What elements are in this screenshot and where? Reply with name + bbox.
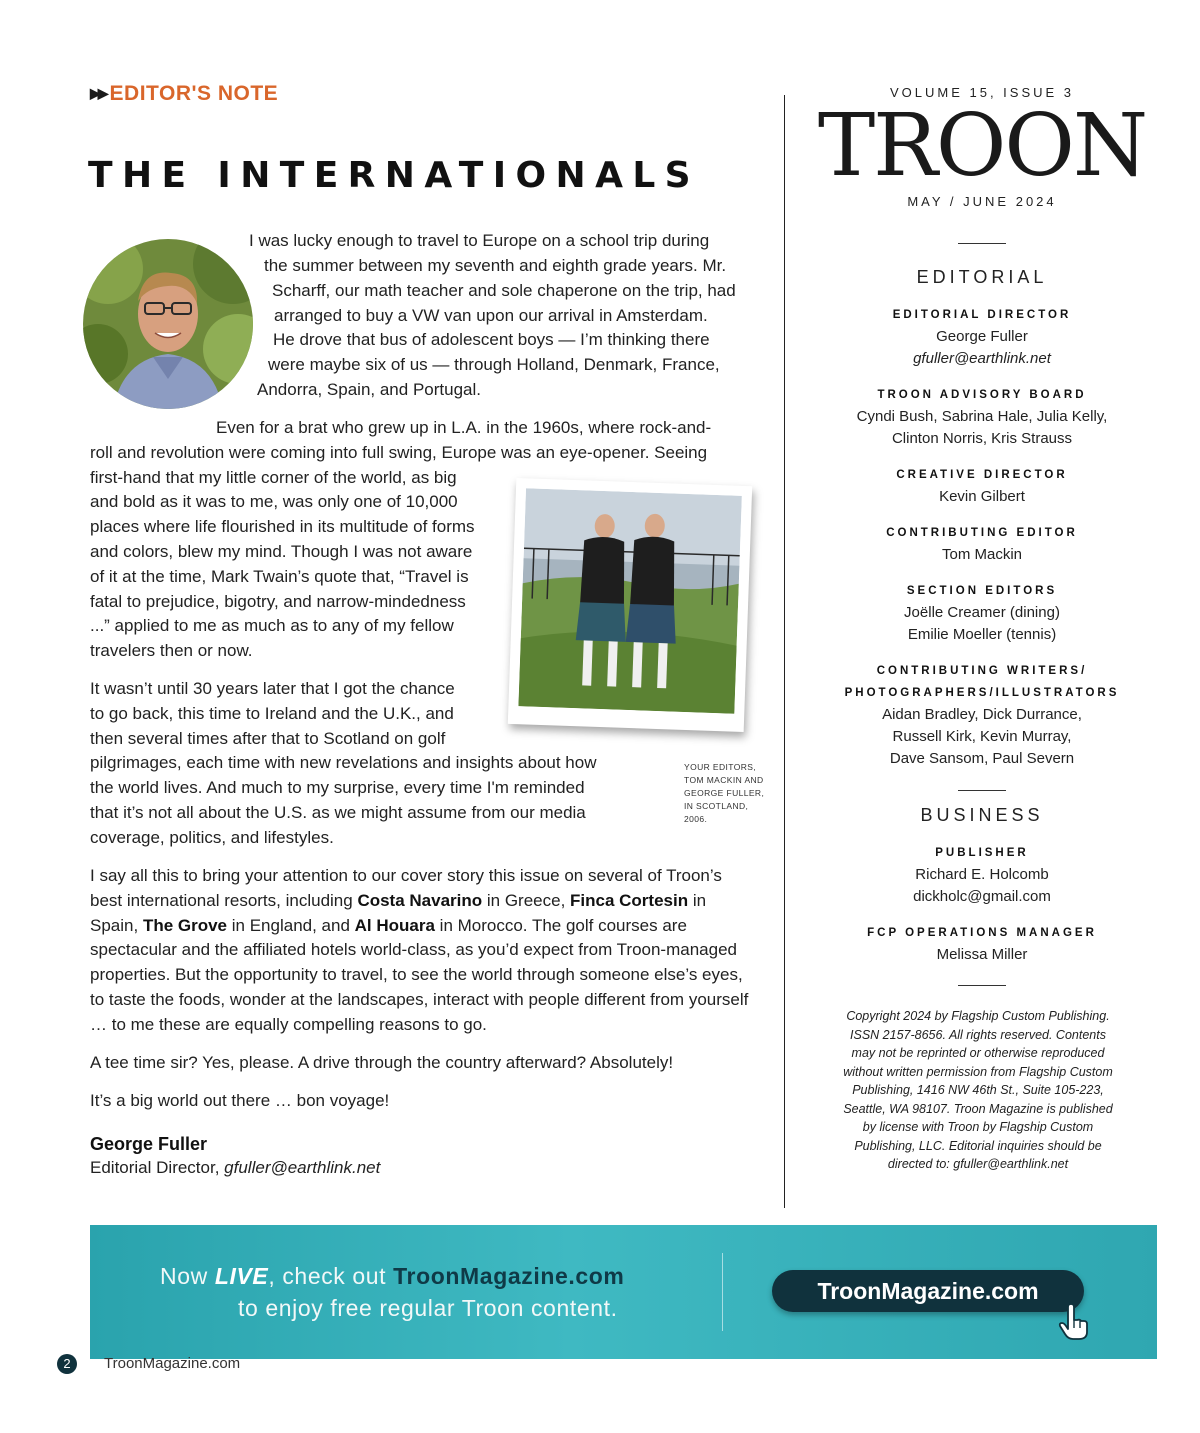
divider [958,985,1006,986]
volume-issue: VOLUME 15, ISSUE 3 [889,85,1075,100]
banner-divider [722,1253,723,1331]
body-line: and bold as it was to me, was only one of 10,000 [90,492,458,511]
body-line: roll and revolution were coming into full swing, Europe was an eye-opener. Seeing [90,443,708,462]
signature-name: George Fuller [90,1134,208,1154]
staff-name: Russell Kirk, Kevin Murray, [892,728,1072,745]
editors-photo [508,478,752,732]
body-line: It wasn’t until 30 years later that I got the chance [90,679,455,698]
body-line: to go back, this time to Ireland and the U.K., and [90,704,454,723]
role-label: PUBLISHER [935,847,1029,859]
footer-website[interactable]: TroonMagazine.com [104,1355,241,1372]
staff-name: George Fuller [936,328,1028,345]
role-label: CREATIVE DIRECTOR [896,469,1068,481]
divider [958,790,1006,791]
staff-name: Cyndi Bush, Sabrina Hale, Julia Kelly, [856,408,1108,425]
business-heading: BUSINESS [920,805,1044,825]
staff-name: Aidan Bradley, Dick Durrance, [882,706,1082,723]
body-line: places where life flourished in its multitude of forms [90,517,475,536]
author-portrait [83,239,253,409]
editorial-heading: EDITORIAL [916,267,1048,287]
body-line: the summer between my seventh and eighth grade years. Mr. [264,256,727,275]
pointer-hand-icon [1058,1303,1092,1341]
role-label: CONTRIBUTING EDITOR [886,527,1078,539]
body-line: first-hand that my little corner of the world, as big [90,468,457,487]
staff-name: Joëlle Creamer (dining) [904,604,1060,621]
role-label: PHOTOGRAPHERS/ILLUSTRATORS [844,687,1120,699]
issue-date: MAY / JUNE 2024 [907,194,1057,209]
body-line: I was lucky enough to travel to Europe on a school trip during [249,231,710,250]
staff-email[interactable]: dickholc@gmail.com [913,888,1051,905]
section-kicker: ▶▶ EDITOR'S NOTE [90,82,279,105]
role-label: TROON ADVISORY BOARD [877,389,1087,401]
column-divider [784,95,785,1208]
body-line: of it at the time, Mark Twain’s quote that, “Travel is [90,567,469,586]
body-line: pilgrimages, each time with new revelations and insights about how [90,753,597,772]
body-line: that it’s not all about the U.S. as we might assume from our media [90,803,586,822]
body-paragraph: It’s a big world out there … bon voyage! [90,1091,390,1110]
double-arrow-icon: ▶▶ [90,85,106,101]
body-paragraph: I say all this to bring your attention to our cover story this issue on several of Troon’s best international resorts, including Costa Navarino in Greece, Finca Cortesin in Spain, The Grove in England, and Al Houara in Morocco. The golf courses are spectacular and the affiliated hotels world-class, as you’d expect from Troon-managed properties. But the opportunity to travel, to see the world through someone else’s eyes, to taste the foods, wonder at the landscapes, interact with people different from yourself … to me these are equally compelling reasons to go. [90,866,749,1034]
article-headline: THE INTERNATIONALS [88,155,701,196]
role-label: SECTION EDITORS [906,585,1058,597]
staff-name: Melissa Miller [936,946,1028,963]
signature-title: Editorial Director, gfuller@earthlink.net [90,1158,381,1177]
staff-name: Emilie Moeller (tennis) [907,626,1057,643]
body-line: He drove that bus of adolescent boys — I’m thinking there [273,330,710,349]
body-line: then several times after that to Scotland on golf [90,729,446,748]
body-line: coverage, politics, and lifestyles. [90,828,334,847]
body-line: fatal to prejudice, bigotry, and narrow-mindedness [90,592,466,611]
divider [958,243,1006,244]
role-label: FCP OPERATIONS MANAGER [867,927,1097,939]
copyright-notice: Copyright 2024 by Flagship Custom Publishing. ISSN 2157-8656. All rights reserved. Contents may not be reprinted or otherwise reproduced without written permission from Flagship Custom Publishing, 1416 NW 46th St., Suite 105-223, Seattle, WA 98107. Troon Magazine is published by license with Troon by Flagship Custom Publishing, LLC. Editorial inquiries should be directed to: gfuller@earthlink.net [843,1009,1113,1171]
staff-name: Tom Mackin [941,546,1023,563]
staff-name: Richard E. Holcomb [915,866,1049,883]
body-line: were maybe six of us — through Holland, Denmark, France, [268,355,720,374]
role-label: CONTRIBUTING WRITERS/ [876,665,1088,677]
promo-banner[interactable] [90,1225,1157,1359]
visit-site-button[interactable]: TroonMagazine.com [772,1270,1084,1312]
staff-name: Kevin Gilbert [939,488,1025,505]
staff-name: Clinton Norris, Kris Strauss [891,430,1073,447]
body-line: arranged to buy a VW van upon our arrival in Amsterdam. [274,306,708,325]
page-number: 2 [57,1354,77,1374]
staff-email[interactable]: gfuller@earthlink.net [913,350,1051,367]
body-line: Even for a brat who grew up in L.A. in the 1960s, where rock-and- [216,418,712,437]
body-line: travelers then or now. [90,641,253,660]
banner-line-1: Now LIVE, check out TroonMagazine.com [160,1263,625,1289]
body-line: Andorra, Spain, and Portugal. [257,380,481,399]
role-label: EDITORIAL DIRECTOR [892,309,1072,321]
troon-logo: TROON [817,96,1147,196]
photo-caption: YOUR EDITORS, TOM MACKIN AND GEORGE FULLER, IN SCOTLAND, 2006. [684,762,765,824]
staff-name: Dave Sansom, Paul Severn [889,750,1075,767]
body-line: ...” applied to me as much as to any of my fellow [90,616,454,635]
banner-line-2: to enjoy free regular Troon content. [238,1295,618,1321]
body-line: Scharff, our math teacher and sole chaperone on the trip, had [272,281,736,300]
signature-email[interactable]: gfuller@earthlink.net [224,1158,381,1177]
body-line: the world lives. And much to my surprise, every time I'm reminded [90,778,585,797]
body-paragraph: A tee time sir? Yes, please. A drive through the country afterward? Absolutely! [90,1053,674,1072]
body-line: and colors, blew my mind. Though I was not aware [90,542,473,561]
